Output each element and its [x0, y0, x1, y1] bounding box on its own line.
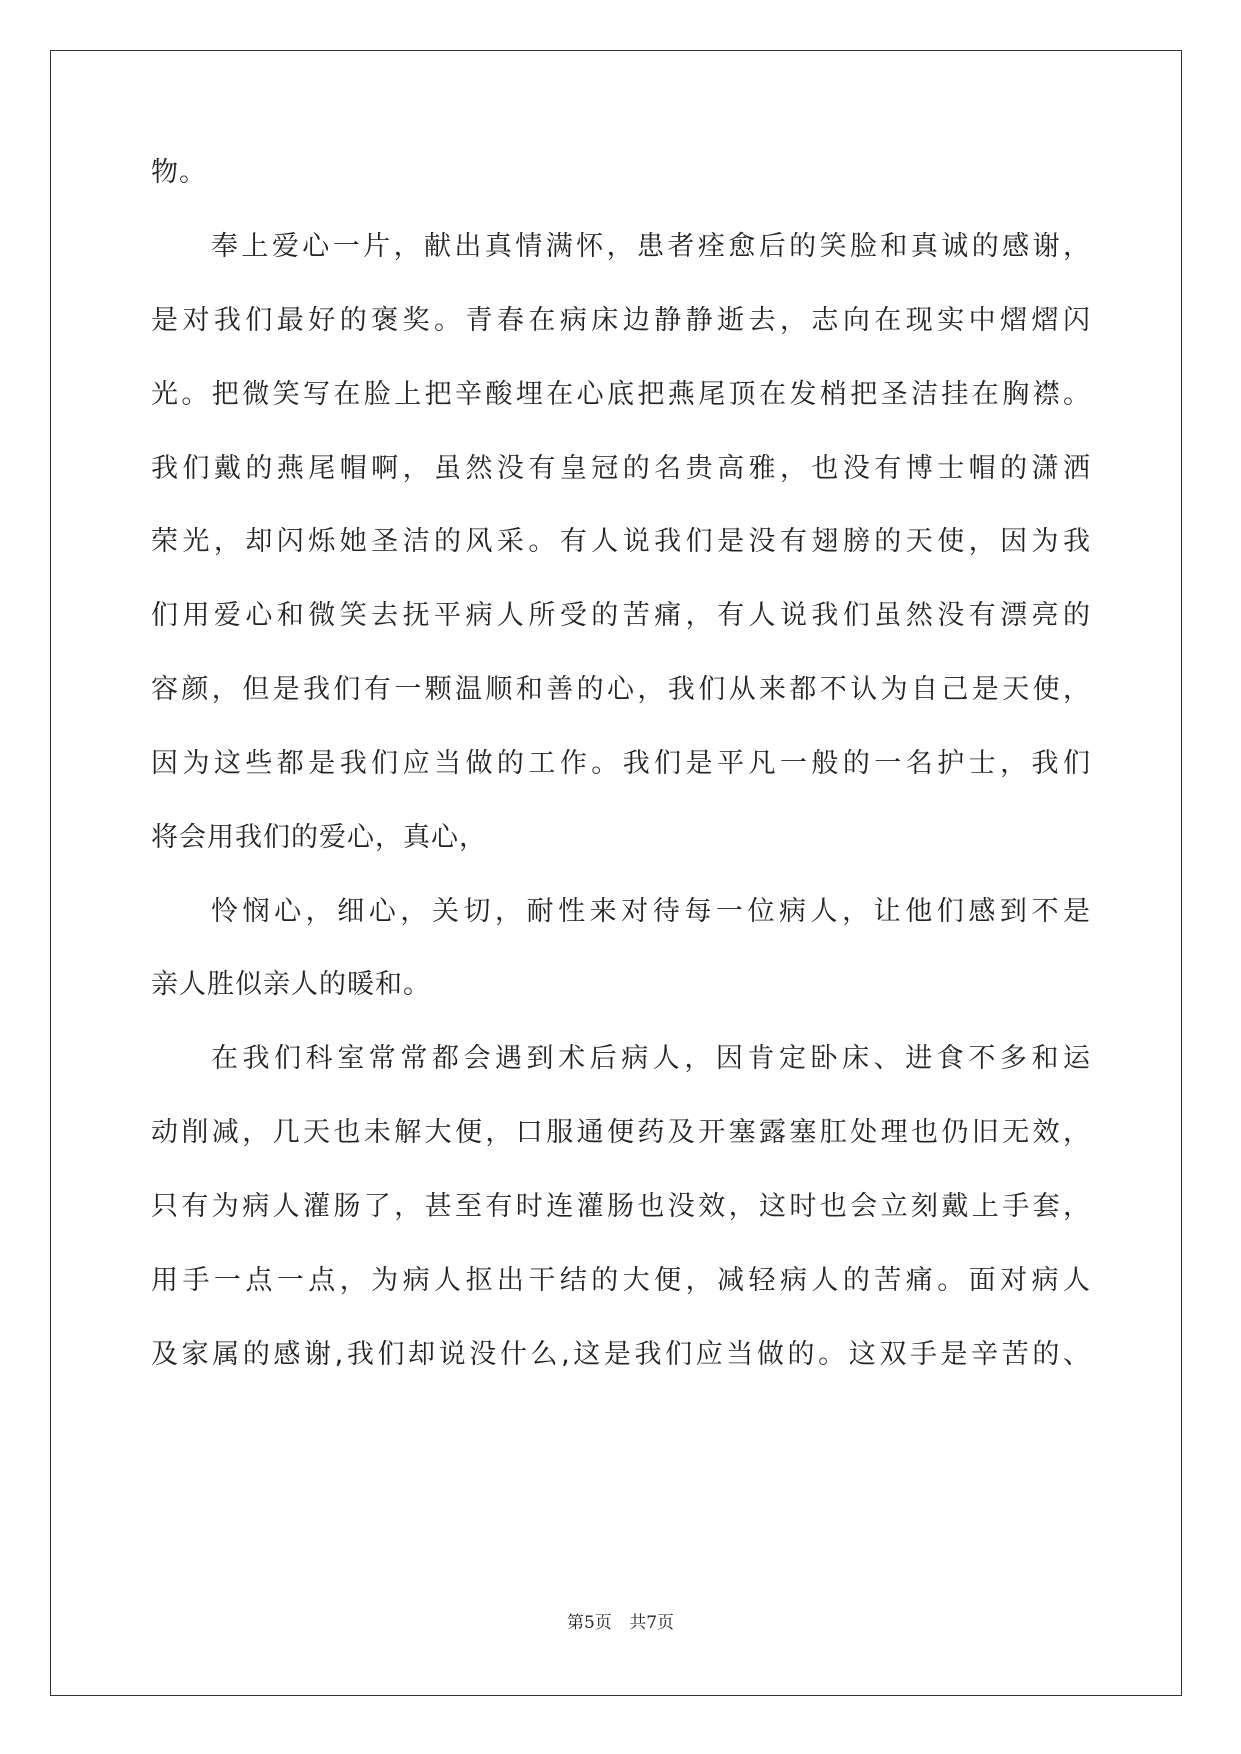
text-line: 们用爱心和微笑去抚平病人所受的苦痛，有人说我们虽然没有漂亮的 — [151, 600, 1091, 631]
paragraph-first-line: 奉上爱心一片，献出真情满怀，患者痊愈后的笑脸和真诚的感谢， — [211, 231, 1091, 262]
page-frame — [50, 50, 1182, 1696]
text-line: 及家属的感谢,我们却说没什么,这是我们应当做的。这双手是辛苦的、 — [151, 1339, 1091, 1370]
text-line: 将会用我们的爱心，真心， — [151, 822, 487, 853]
page-footer — [0, 1608, 1241, 1633]
page-number-current: 第5页 — [566, 1613, 612, 1633]
text-line: 光。把微笑写在脸上把辛酸埋在心底把燕尾顶在发梢把圣洁挂在胸襟。 — [151, 379, 1091, 410]
text-line: 只有为病人灌肠了，甚至有时连灌肠也没效，这时也会立刻戴上手套， — [151, 1191, 1091, 1222]
page-number-total: 共7页 — [629, 1613, 675, 1633]
text-line: 容颜，但是我们有一颗温顺和善的心，我们从来都不认为自己是天使， — [151, 674, 1091, 705]
text-line: 是对我们最好的褒奖。青春在病床边静静逝去，志向在现实中熠熠闪 — [151, 305, 1091, 336]
text-line: 动削减，几天也未解大便，口服通便药及开塞露塞肛处理也仍旧无效， — [151, 1117, 1091, 1148]
paragraph-first-line: 在我们科室常常都会遇到术后病人，因肯定卧床、进食不多和运 — [211, 1043, 1091, 1074]
text-line: 亲人胜似亲人的暖和。 — [151, 969, 431, 1000]
text-line: 用手一点一点，为病人抠出干结的大便，减轻病人的苦痛。面对病人 — [151, 1265, 1091, 1296]
text-line: 物。 — [151, 157, 207, 188]
text-line: 因为这些都是我们应当做的工作。我们是平凡一般的一名护士，我们 — [151, 748, 1091, 779]
text-line: 荣光，却闪烁她圣洁的风采。有人说我们是没有翅膀的天使，因为我 — [151, 526, 1091, 557]
paragraph-first-line: 怜悯心，细心，关切，耐性来对待每一位病人，让他们感到不是 — [211, 896, 1091, 927]
text-line: 我们戴的燕尾帽啊，虽然没有皇冠的名贵高雅，也没有博士帽的潇洒 — [151, 453, 1091, 484]
